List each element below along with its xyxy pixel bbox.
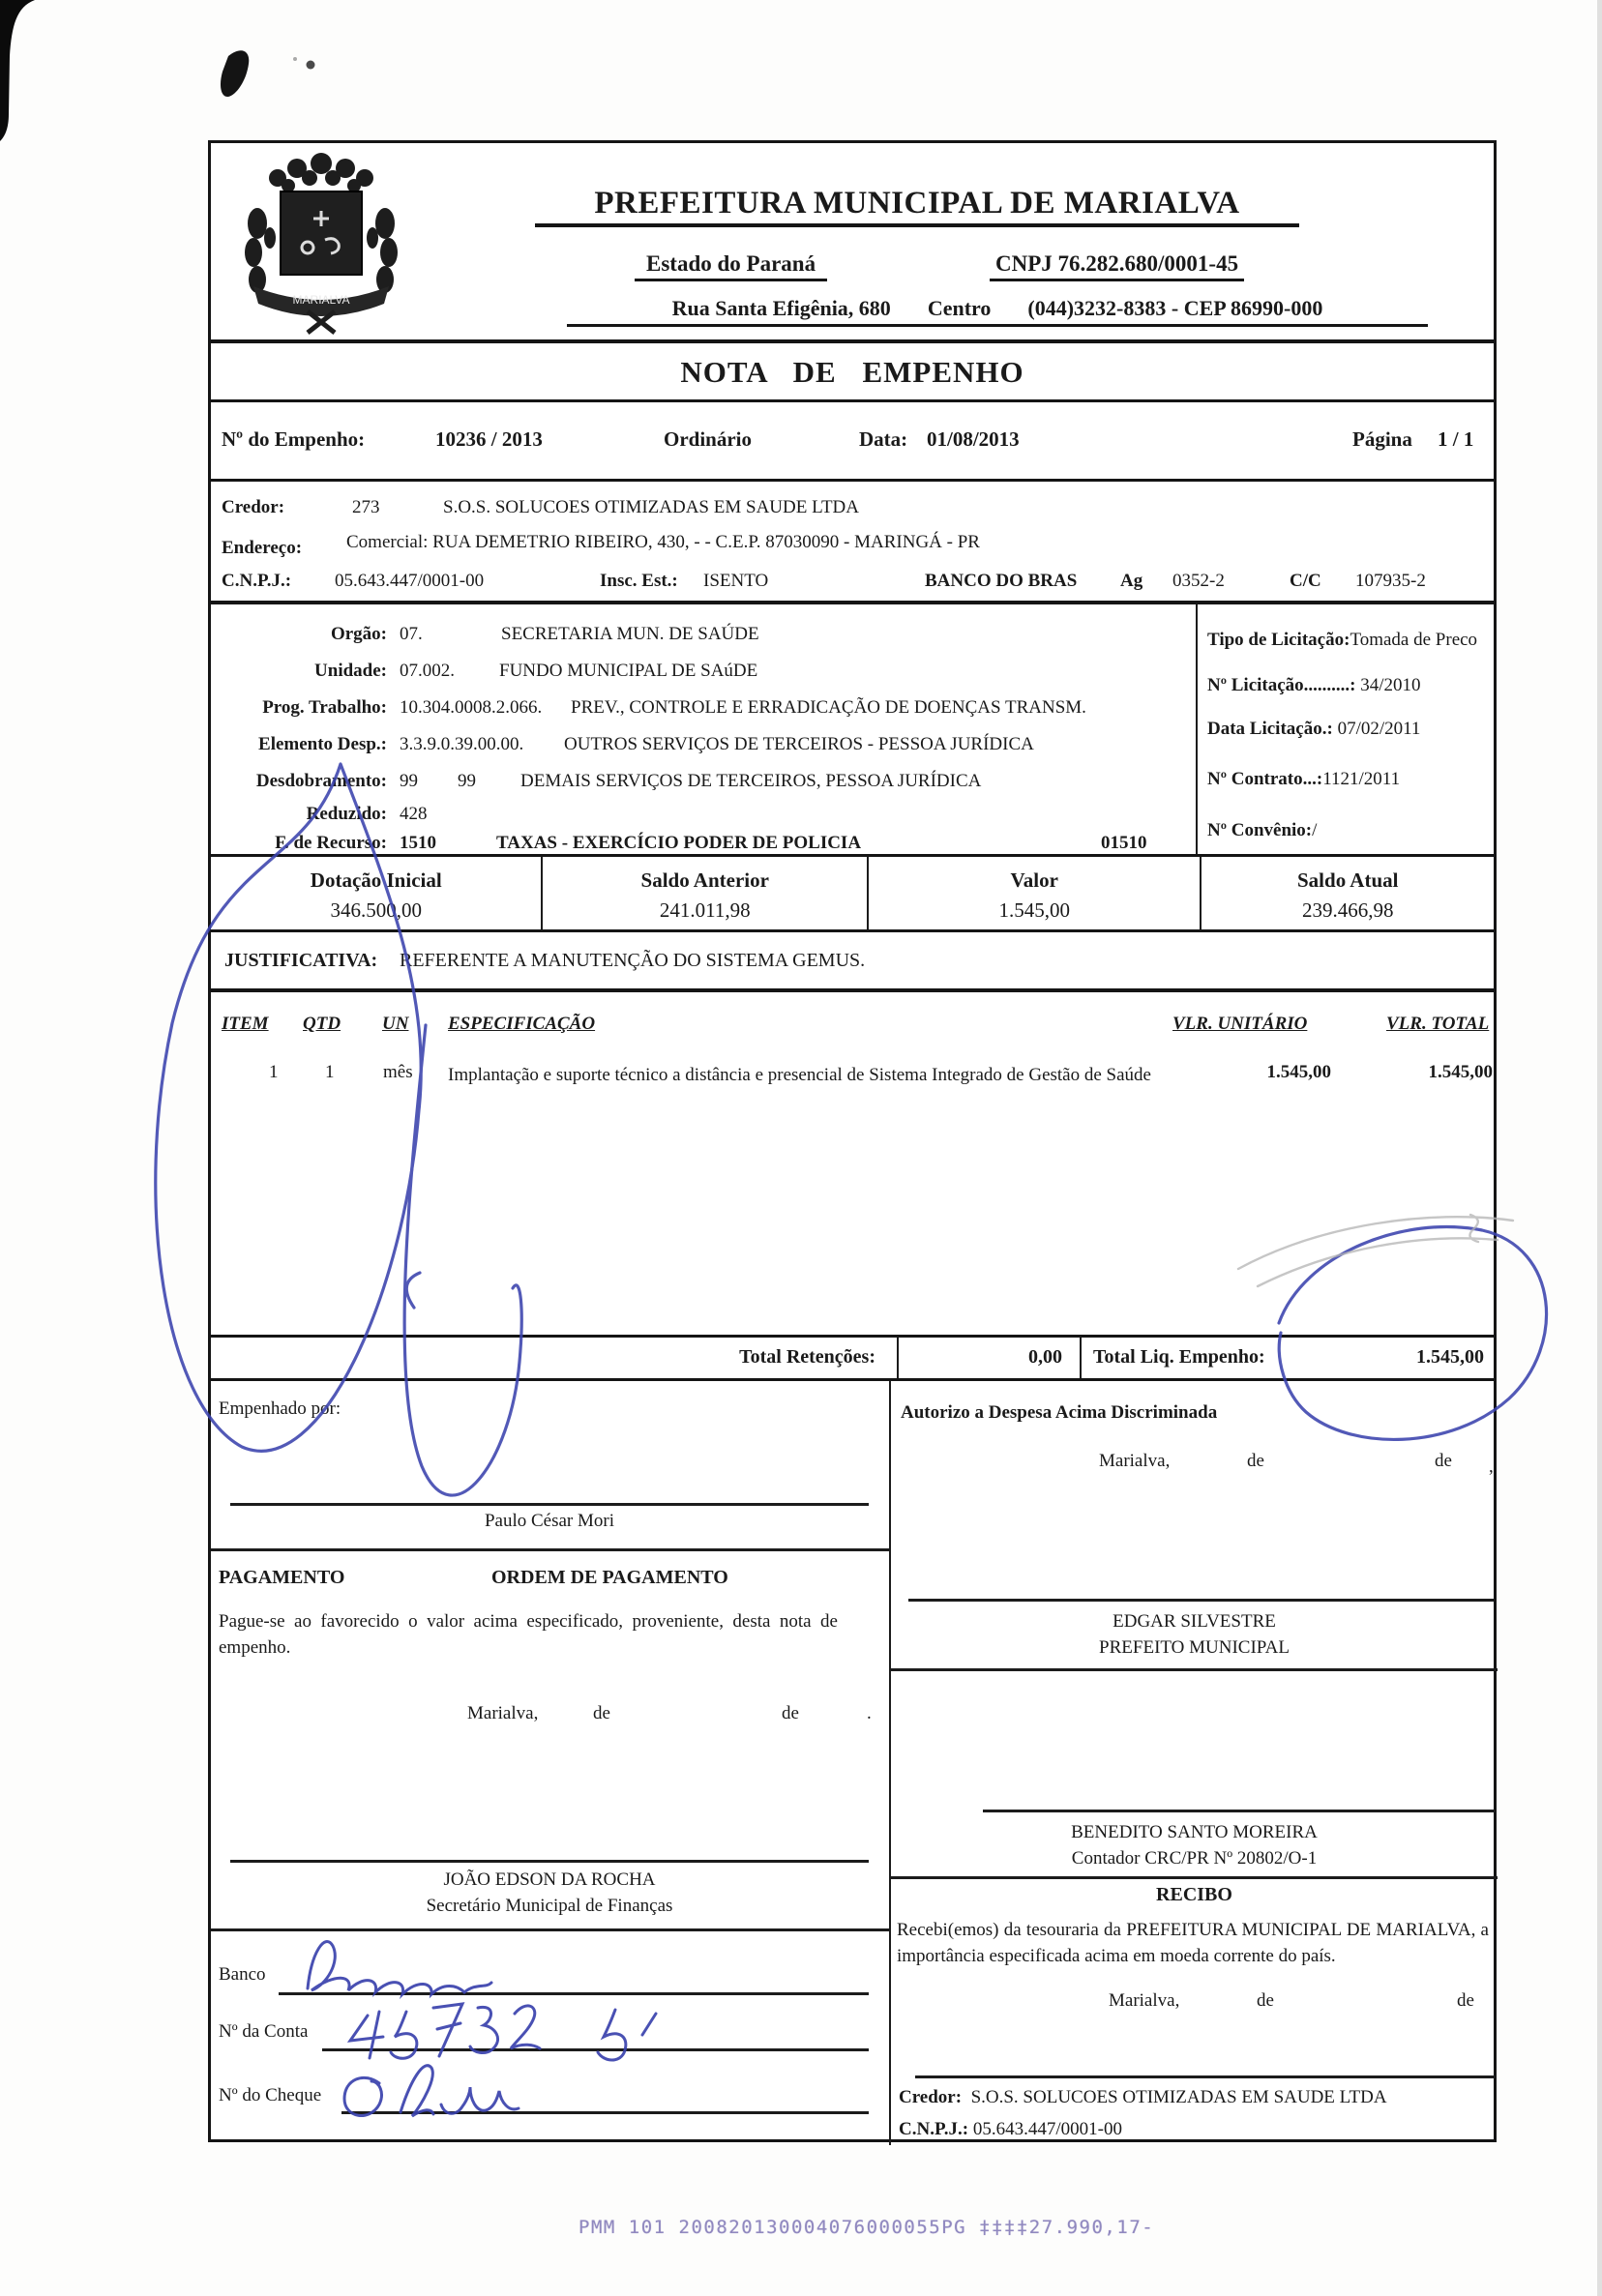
ink-dot (307, 61, 315, 70)
balance-header: Saldo Anterior (640, 868, 769, 892)
signature-line (230, 1860, 869, 1863)
col-header-unitario: VLR. UNITÁRIO (1172, 1014, 1308, 1034)
receipt-cnpj-label: C.N.P.J.: (899, 2119, 969, 2139)
finance-secretary-role: Secretário Municipal de Finanças (426, 1896, 673, 1916)
accountant-signature-line (983, 1810, 1496, 1812)
receipt-creditor-name: S.O.S. SOLUCOES OTIMIZADAS EM SAUDE LTDA (970, 2087, 1387, 2107)
covenant-number-label: Nº Convênio: (1207, 820, 1313, 840)
empenho-date-label: Data: (859, 427, 908, 451)
receipt-creditor-label: Credor: (899, 2087, 963, 2107)
bid-type-value: Tomada de Preco (1350, 630, 1478, 650)
retentions-label: Total Retenções: (739, 1346, 875, 1368)
letterhead-title: PREFEITURA MUNICIPAL DE MARIALVA (535, 186, 1299, 227)
authorization-column (891, 1381, 1494, 2145)
balance-header: Saldo Atual (1297, 868, 1399, 892)
bid-type-label: Tipo de Licitação: (1207, 630, 1350, 650)
covenant-number-value: / (1312, 820, 1318, 840)
bid-date (1207, 719, 1420, 740)
col-header-espec: ESPECIFICAÇÃO (448, 1014, 596, 1034)
contract-number-value: 1121/2011 (1322, 769, 1401, 789)
balance-header: Valor (1010, 868, 1058, 892)
payment-order-label: ORDEM DE PAGAMENTO (491, 1567, 728, 1588)
committed-by-label: Empenhado por: (219, 1398, 341, 1419)
orgao-label: Orgão: (330, 624, 387, 644)
balance-value: 346.500,00 (330, 898, 422, 922)
bidding-panel (1196, 604, 1494, 854)
bid-date-label: Data Licitação.: (1207, 719, 1333, 739)
empenho-date-value: 01/08/2013 (927, 427, 1020, 451)
city-date-period: . (867, 1703, 872, 1723)
account-field-line (322, 2048, 869, 2051)
empenho-number-value: 10236 / 2013 (435, 427, 543, 451)
bank-account: 107935-2 (1355, 571, 1426, 591)
creditor-signature-line (915, 2075, 1496, 2078)
balance-value: 1.545,00 (998, 898, 1070, 922)
budget-block (211, 604, 1494, 857)
creditor-cnpj-label: C.N.P.J.: (222, 571, 292, 591)
reduzido-code: 428 (400, 804, 428, 824)
elemento-label: Elemento Desp.: (258, 734, 387, 754)
balance-col-dotacao (211, 857, 541, 929)
prog-trabalho-code: 10.304.0008.2.066. (400, 697, 543, 718)
page-value: 1 / 1 (1438, 427, 1474, 451)
item-total-price: 1.545,00 (1428, 1062, 1493, 1082)
prog-trabalho-desc: PREV., CONTROLE E ERRADICAÇÃO DE DOENÇAS TRANSM. (571, 697, 1086, 718)
auth-de1: de (1247, 1451, 1264, 1471)
contract-number-label: Nº Contrato...: (1207, 769, 1323, 789)
city-date-city: Marialva, (467, 1703, 539, 1723)
receipt-title: RECIBO (1156, 1884, 1232, 1905)
auth-comma: , (1489, 1457, 1494, 1477)
bank-field-line (279, 1992, 869, 1995)
municipal-coat-of-arms (224, 151, 418, 337)
auth-city: Marialva, (1099, 1451, 1171, 1471)
payment-label: PAGAMENTO (219, 1567, 345, 1588)
receipt-de1: de (1257, 1990, 1274, 2011)
balance-col-anterior (541, 857, 867, 929)
creditor-code: 273 (352, 497, 380, 517)
signatures-area (211, 1381, 1494, 2145)
balance-value: 241.011,98 (659, 898, 751, 922)
justification-text: REFERENTE A MANUTENÇÃO DO SISTEMA GEMUS. (400, 950, 866, 971)
divider-line (891, 1668, 1498, 1671)
letterhead-cnpj: CNPJ 76.282.680/0001-45 (990, 251, 1244, 281)
bid-type (1207, 630, 1477, 651)
contract-number (1207, 769, 1400, 790)
mayor-signature-line (908, 1599, 1494, 1602)
signatory-name: Paulo César Mori (484, 1511, 615, 1531)
col-header-un: UN (382, 1014, 409, 1034)
retentions-value: 0,00 (897, 1338, 1080, 1378)
signature-line (230, 1503, 869, 1506)
letterhead-state: Estado do Paraná (635, 251, 827, 281)
mayor-role: PREFEITO MUNICIPAL (1099, 1637, 1290, 1658)
creditor-bank: BANCO DO BRAS (925, 571, 1078, 591)
coat-banner-text: MARIALVA (292, 293, 350, 307)
empenho-type: Ordinário (664, 427, 753, 451)
creditor-address-label: Endereço: (222, 538, 303, 558)
bid-date-value: 07/02/2011 (1337, 719, 1421, 739)
desdobramento-code: 99 (400, 771, 418, 791)
orgao-code: 07. (400, 624, 423, 644)
unidade-label: Unidade: (314, 661, 387, 681)
empenho-number-label: Nº do Empenho: (222, 427, 366, 451)
desdobramento-desc: DEMAIS SERVIÇOS DE TERCEIROS, PESSOA JURÍDICA (520, 771, 982, 791)
covenant-number (1207, 820, 1317, 841)
bank-agency: 0352-2 (1172, 571, 1225, 591)
bank-field-label: Banco (219, 1964, 266, 1985)
cheque-field-label: Nº do Cheque (219, 2085, 322, 2105)
fonte-recurso-desc: TAXAS - EXERCÍCIO PODER DE POLICIA (496, 833, 862, 853)
net-total-value: 1.545,00 (1416, 1346, 1484, 1368)
prog-trabalho-label: Prog. Trabalho: (262, 697, 387, 718)
item-unit: mês (383, 1062, 413, 1082)
orgao-desc: SECRETARIA MUN. DE SAÚDE (501, 624, 759, 644)
elemento-code: 3.3.9.0.39.00.00. (400, 734, 524, 754)
bid-number (1207, 675, 1421, 696)
auth-de2: de (1435, 1451, 1452, 1471)
net-total-cell (1080, 1338, 1494, 1378)
creditor-label: Credor: (222, 497, 285, 517)
item-number: 1 (269, 1062, 279, 1082)
balance-value: 239.466,98 (1301, 898, 1394, 922)
totals-row (211, 1338, 1494, 1381)
fonte-recurso-code: 1510 (400, 833, 436, 853)
fonte-recurso-label: F. de Recurso: (275, 833, 387, 853)
dot-matrix-stamp: PMM 101 200820130004076000055PG ‡‡‡‡27.990,17- (578, 2217, 1155, 2238)
cheque-field-line (341, 2111, 869, 2114)
finance-secretary-name: JOÃO EDSON DA ROCHA (443, 1869, 656, 1890)
receipt-de2: de (1457, 1990, 1474, 2011)
receipt-creditor-line (899, 2087, 1387, 2108)
net-total-label: Total Liq. Empenho: (1093, 1346, 1265, 1368)
letterhead-street: Rua Santa Efigênia, 680 (671, 296, 891, 320)
divider-line (211, 1928, 891, 1931)
col-header-total: VLR. TOTAL (1386, 1014, 1490, 1034)
desdobramento-code2: 99 (458, 771, 476, 791)
receipt-cnpj-line (899, 2119, 1122, 2140)
bank-agency-label: Ag (1120, 571, 1143, 591)
item-qty: 1 (325, 1062, 335, 1082)
document-title-bar (211, 343, 1494, 402)
bid-number-value: 34/2010 (1360, 675, 1421, 695)
col-header-qtd: QTD (303, 1014, 341, 1034)
balances-table (211, 857, 1494, 932)
letterhead-address-line (567, 296, 1428, 327)
accountant-role: Contador CRC/PR Nº 20802/O-1 (1071, 1848, 1318, 1869)
balance-header: Dotação Inicial (310, 868, 442, 892)
creditor-state-reg: ISENTO (703, 571, 769, 591)
city-date-de2: de (782, 1703, 799, 1723)
justification-label: JUSTIFICATIVA: (224, 950, 378, 971)
payment-column (211, 1381, 891, 2145)
reduzido-label: Reduzido: (306, 804, 387, 824)
payment-order-text: Pague-se ao favorecido o valor acima especificado, proveniente, desta nota de empenho. (219, 1611, 838, 1658)
receipt-cnpj-value: 05.643.447/0001-00 (972, 2119, 1122, 2139)
creditor-name: S.O.S. SOLUCOES OTIMIZADAS EM SAUDE LTDA (443, 497, 859, 517)
elemento-desc: OUTROS SERVIÇOS DE TERCEIROS - PESSOA JURÍDICA (564, 734, 1034, 754)
unidade-desc: FUNDO MUNICIPAL DE SAúDE (499, 661, 758, 681)
desdobramento-label: Desdobramento: (255, 771, 387, 791)
creditor-cnpj: 05.643.447/0001-00 (335, 571, 485, 591)
creditor-block (211, 482, 1494, 604)
empenho-header-row (211, 402, 1494, 482)
document-frame (208, 140, 1497, 2142)
item-description: Implantação e suporte técnico a distância e presencial de Sistema Integrado de Gestão de Saúde (448, 1065, 1151, 1085)
unidade-code: 07.002. (400, 661, 455, 681)
page-label: Página (1352, 427, 1412, 451)
receipt-city: Marialva, (1109, 1990, 1180, 2011)
balance-col-valor (867, 857, 1200, 929)
letterhead-phone-cep: (044)3232-8383 - CEP 86990-000 (1027, 296, 1323, 320)
budget-left (211, 604, 1200, 854)
authorize-expense-label: Autorizo a Despesa Acima Discriminada (901, 1402, 1218, 1423)
bank-account-label: C/C (1290, 571, 1321, 591)
mayor-name: EDGAR SILVESTRE (1112, 1611, 1276, 1632)
balance-col-atual (1200, 857, 1494, 929)
letterhead-district: Centro (927, 296, 992, 320)
creditor-state-reg-label: Insc. Est.: (600, 571, 678, 591)
receipt-text: Recebi(emos) da tesouraria da PREFEITURA MUNICIPAL DE MARIALVA, a importância especificada acima em moeda corrente do país. (897, 1920, 1489, 1966)
ink-dot-small (293, 57, 297, 61)
scan-corner-shadow (0, 0, 35, 141)
document-title: NOTA DE EMPENHO (680, 355, 1024, 389)
divider-line (211, 1548, 891, 1551)
city-date-de1: de (593, 1703, 610, 1723)
item-unit-price: 1.545,00 (1266, 1062, 1331, 1082)
pen-mark (221, 50, 249, 97)
receipt-divider (891, 1876, 1498, 1879)
letterhead (211, 143, 1494, 343)
accountant-name: BENEDITO SANTO MOREIRA (1071, 1822, 1318, 1842)
scan-right-edge (1597, 0, 1602, 2296)
items-table (211, 992, 1494, 1338)
bid-number-label: Nº Licitação..........: (1207, 675, 1356, 695)
creditor-address: Comercial: RUA DEMETRIO RIBEIRO, 430, - - C.E.P. 87030090 - MARINGÁ - PR (346, 532, 980, 552)
fonte-recurso-extra: 01510 (1101, 833, 1147, 853)
col-header-item: ITEM (222, 1014, 269, 1034)
account-field-label: Nº da Conta (219, 2021, 309, 2042)
justification-row (211, 932, 1494, 992)
